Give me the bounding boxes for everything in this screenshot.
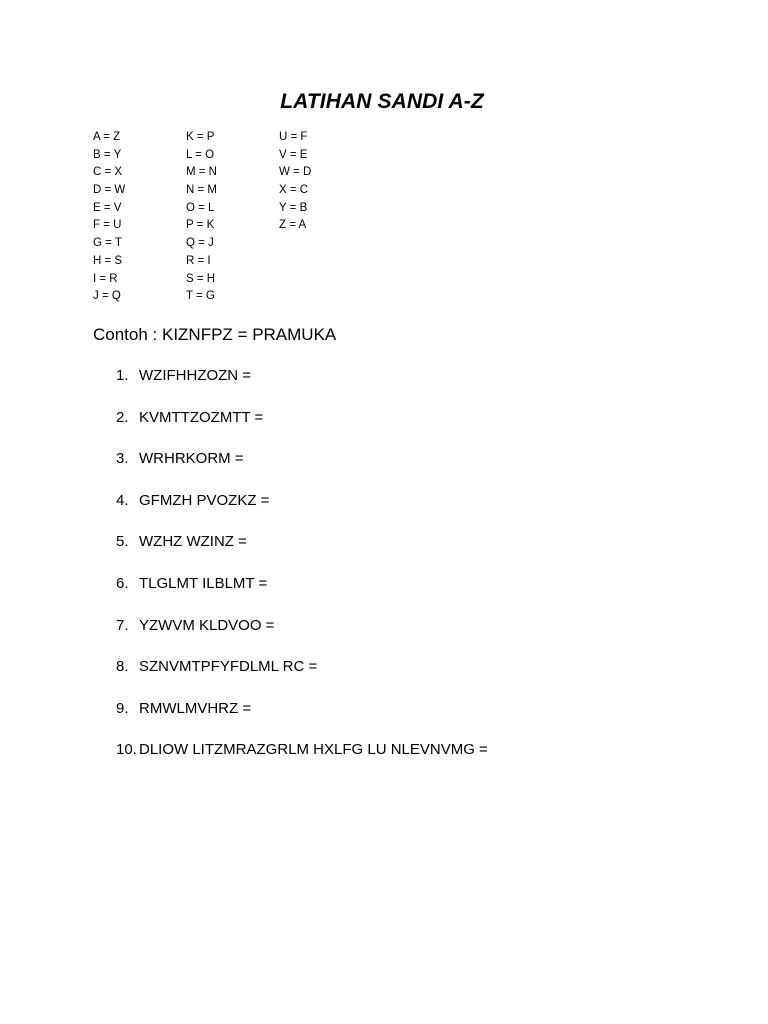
cipher-pair: L = O — [186, 148, 215, 161]
question-number: 5. — [116, 533, 129, 551]
cipher-pair: E = V — [93, 201, 122, 214]
question-number: 3. — [116, 450, 129, 468]
cipher-pair: T = G — [186, 290, 215, 303]
question-number: 1. — [116, 367, 129, 384]
cipher-column-k-t — [186, 129, 217, 306]
cipher-pair: B = Y — [93, 148, 122, 161]
cipher-pair: C = X — [93, 166, 123, 179]
question-number: 9. — [116, 699, 129, 717]
cipher-pair: N = M — [186, 184, 217, 197]
cipher-pair: Z = A — [279, 219, 307, 232]
cipher-pair: G = T — [93, 237, 122, 250]
cipher-pair: H = S — [93, 254, 123, 267]
question-text: WRHRKORM = — [139, 450, 244, 468]
cipher-pair: Y = B — [279, 201, 308, 214]
question-number: 7. — [116, 616, 129, 634]
cipher-pair: J = Q — [93, 290, 121, 303]
question-number: 10. — [116, 741, 137, 759]
cipher-pair: R = I — [186, 254, 211, 267]
cipher-pair: I = R — [93, 272, 118, 285]
example-line: Contoh : KIZNFPZ = PRAMUKA — [93, 325, 337, 344]
question-number: 2. — [116, 408, 129, 426]
cipher-pair: P = K — [186, 219, 215, 232]
question-text: WZHZ WZINZ = — [139, 533, 247, 551]
question-text: DLIOW LITZMRAZGRLM HXLFG LU NLEVNVMG = — [139, 741, 488, 759]
cipher-pair: D = W — [93, 184, 126, 197]
question-text: TLGLMT ILBLMT = — [139, 574, 268, 592]
document-title: LATIHAN SANDI A-Z — [280, 90, 484, 113]
cipher-column-a-j — [93, 129, 125, 306]
question-text: YZWVM KLDVOO = — [139, 616, 275, 634]
question-text: RMWLMVHRZ = — [139, 699, 252, 717]
cipher-pair: S = H — [186, 272, 216, 285]
cipher-pair: X = C — [279, 184, 309, 197]
cipher-column-u-z — [279, 129, 311, 235]
cipher-pair: F = U — [93, 219, 122, 232]
cipher-pair: W = D — [279, 166, 312, 179]
cipher-pair: U = F — [279, 131, 308, 143]
cipher-pair: M = N — [186, 166, 217, 179]
cipher-pair: A = Z — [93, 131, 121, 143]
question-number: 8. — [116, 658, 129, 676]
question-text: SZNVMTPFYFDLML RC = — [139, 658, 318, 676]
cipher-pair: V = E — [279, 148, 308, 161]
question-text: WZIFHHZOZN = — [139, 367, 252, 384]
question-number: 4. — [116, 491, 129, 509]
cipher-pair: O = L — [186, 201, 215, 214]
cipher-pair: Q = J — [186, 237, 214, 250]
question-text: GFMZH PVOZKZ = — [139, 491, 270, 509]
question-number: 6. — [116, 574, 129, 592]
cipher-pair: K = P — [186, 131, 215, 143]
question-text: KVMTTZOZMTT = — [139, 408, 264, 426]
